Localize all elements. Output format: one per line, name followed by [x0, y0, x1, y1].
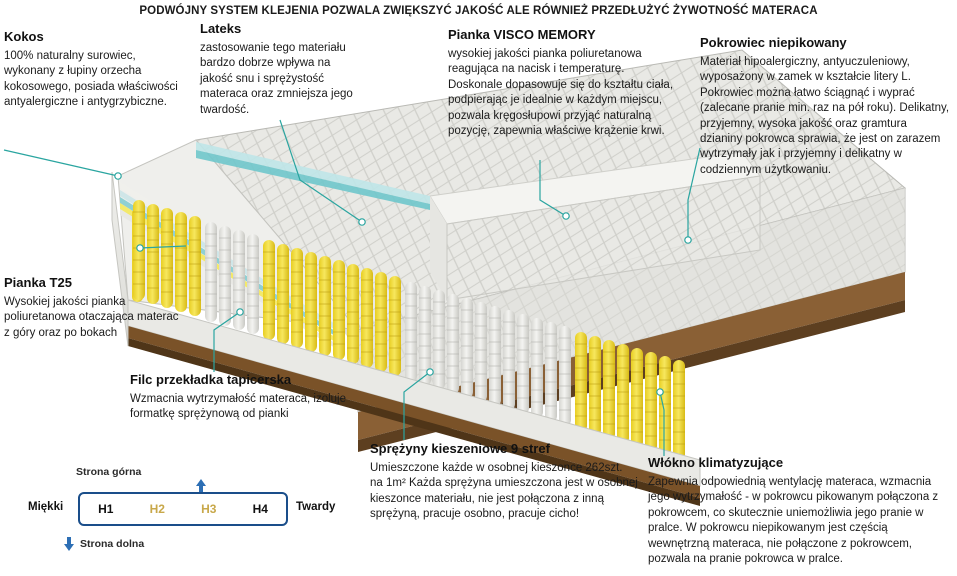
hardness-scale — [28, 466, 346, 552]
callout-pianka-t25 — [4, 276, 184, 341]
callout-kokos-body: 100% naturalny surowiec, wykonany z łupiny orzecha kokosowego, posiada właściwości antyalergiczne i antygrzybiczne. — [4, 49, 178, 109]
callout-wlokno-title: Włókno klimatyzujące — [648, 455, 784, 470]
callout-visco-memory — [448, 28, 680, 139]
scale-top-label: Strona górna — [76, 466, 142, 478]
callout-pianka-t25-title: Pianka T25 — [4, 275, 72, 290]
callout-sprezyny — [370, 442, 638, 523]
callout-filc-body: Wzmacnia wytrzymałość materaca, izoluje formatkę sprężynową od pianki — [130, 392, 347, 421]
hardness-level-h2[interactable]: H2 — [149, 502, 165, 516]
callout-lateks-body: zastosowanie tego materiału bardzo dobrze wpływa na jakość snu i sprężystość materaca oraz zmniejsza jego twardość. — [200, 41, 353, 116]
scale-hard-label: Twardy — [296, 501, 336, 513]
hardness-level-h1[interactable]: H1 — [98, 502, 114, 516]
hardness-level-h3[interactable]: H3 — [201, 502, 217, 516]
scale-soft-label: Miękki — [28, 501, 64, 513]
callout-kokos — [4, 30, 186, 111]
callout-wlokno-body: Zapewnia odpowiednią wentylację materaca, wzmacnia jego wytrzymałość - w pokrowcu pikowanym połączona z pokrowcem, co skutecznie uniemożliwia jego pranie w pralce. W pokrowcu niepikowanym jest częścią wewnętrzną materaca, nie połączone z pokrowcem, pozwala na pranie pokrowca w pralce. — [648, 475, 939, 565]
callout-pokrowiec-body: Materiał hipoalergiczny, antyuczuleniowy, wyposażony w zamek w kształcie litery L. Pokrowiec można łatwo ściągnąć i wyprać (zalecane pranie min. raz na pół roku). Delikatny, przyjemny, wysoka jakość oraz gramtura dzianiny pokrowca sprawia, że jest on zarazem wytrzymały jak i przyjemny i delikatny w codziennym użytkowaniu. — [700, 55, 950, 176]
scale-bottom-label: Strona dolna — [80, 538, 145, 550]
callout-sprezyny-title: Sprężyny kieszeniowe 9 stref — [370, 441, 550, 456]
callout-visco-title: Pianka VISCO MEMORY — [448, 27, 596, 42]
callout-filc-title: Filc przekładka tapicerska — [130, 372, 292, 387]
callout-wlokno — [648, 456, 948, 567]
callout-pianka-t25-body: Wysokiej jakości pianka poliuretanowa otaczająca materac z góry oraz po bokach — [4, 295, 179, 339]
hardness-level-group[interactable] — [78, 492, 288, 526]
callout-filc — [130, 373, 380, 423]
callout-visco-body: wysokiej jakości pianka poliuretanowa reagująca na nacisk i temperaturę. Doskonale dopasowuje się do kształtu ciała, podpierając je idealnie w każdym miejscu, pozwala kręgosłupowi przyjąć naturalną pozycję, zapewnia właściwe krążenie krwi. — [448, 47, 674, 137]
hardness-level-h4[interactable]: H4 — [252, 502, 268, 516]
top-banner-text: PODWÓJNY SYSTEM KLEJENIA POZWALA ZWIĘKSZYĆ JAKOŚĆ ALE RÓWNIEŻ PRZEDŁUŻYĆ ŻYWOTNOŚĆ MATERACA — [139, 5, 818, 17]
arrow-down-icon — [62, 536, 76, 552]
callout-lateks-title: Lateks — [200, 21, 242, 36]
callout-pokrowiec — [700, 36, 950, 178]
callout-pokrowiec-title: Pokrowiec niepikowany — [700, 35, 847, 50]
callout-kokos-title: Kokos — [4, 29, 44, 44]
callout-lateks — [200, 22, 360, 118]
callout-sprezyny-body: Umieszczone każde w osobnej kieszonce 262szt. na 1m² Każda sprężyna umieszczona jest w osobnej kieszonce materiału, nie jest połączona z inną sprężyną, pracuje osobno, pracuje cicho! — [370, 461, 638, 521]
